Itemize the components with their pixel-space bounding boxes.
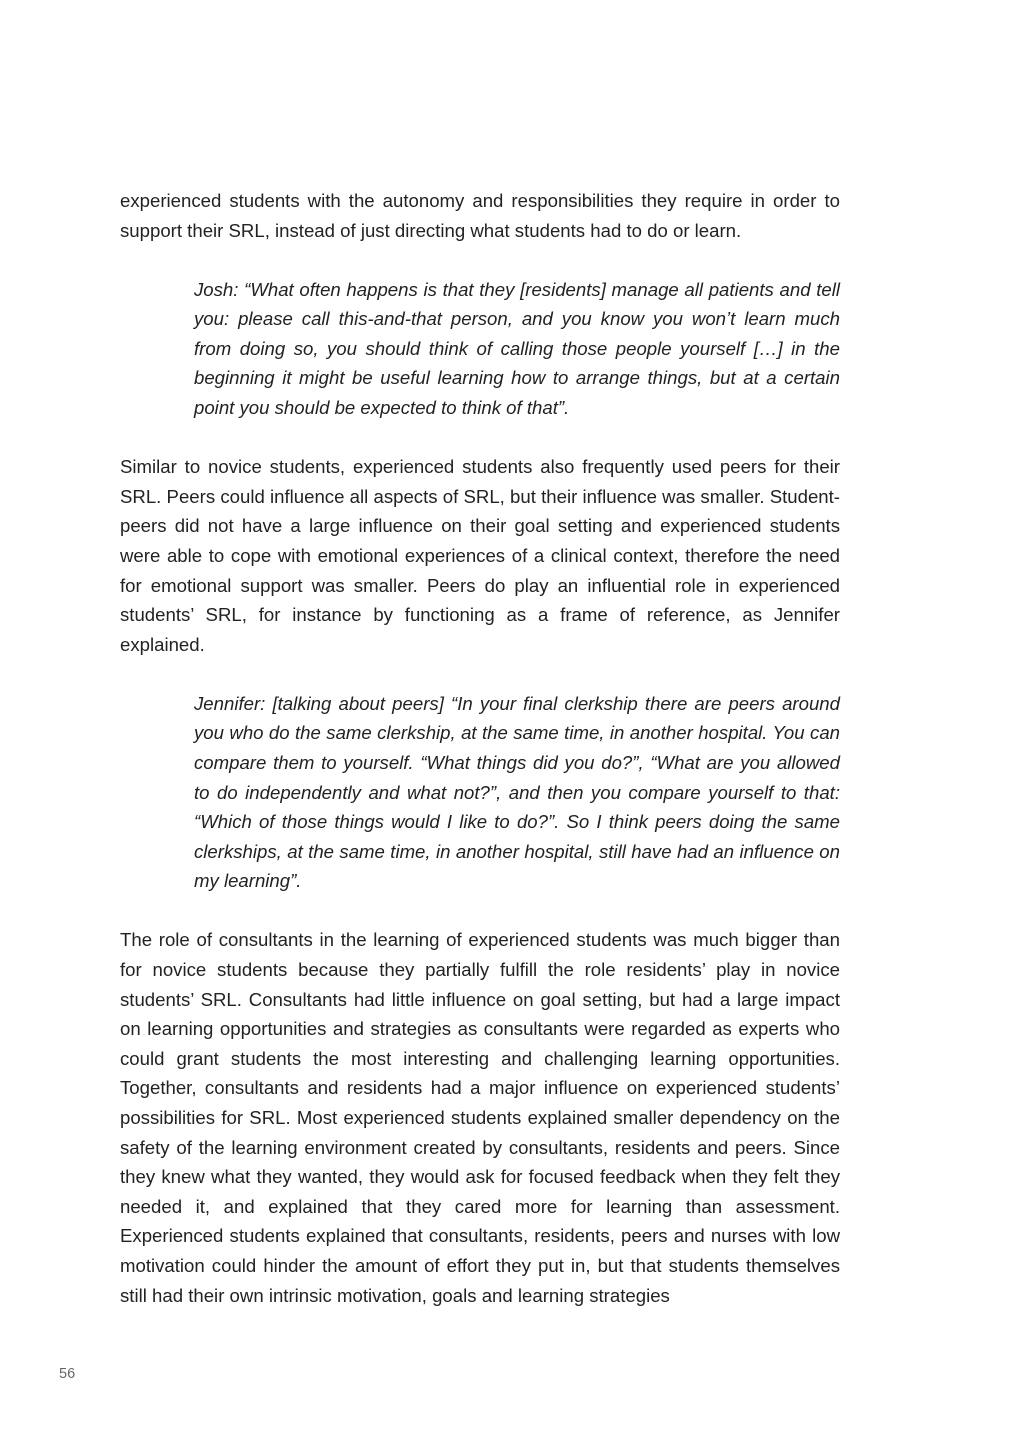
paragraph-2: Similar to novice students, experienced students also frequently used peers for their SRL. Peers could influence all aspects of SRL, but their influence was smaller. Student-peers did not have a large influence on their goal setting and experienced students were able to cope with emotional experiences of a clinical context, therefore the need for emotional support was smaller. Peers do play an influential role in experienced students’ SRL, for instance by functioning as a frame of reference, as Jennifer explained. bbox=[120, 456, 840, 655]
paragraph-1: experienced students with the autonomy and responsibilities they require in order to support their SRL, instead of just directing what students had to do or learn. bbox=[120, 190, 840, 241]
quote-josh: Josh: “What often happens is that they [residents] manage all patients and tell you: please call this-and-that person, and you know you won’t learn much from doing so, you should think of calling those people yourself […] in the beginning it might be useful learning how to arrange things, but at a certain point you should be expected to think of that”. bbox=[194, 278, 840, 419]
paragraph-3: The role of consultants in the learning of experienced students was much bigger than for novice students because they partially fulfill the role residents’ play in novice students’ SRL. Consultants had little influence on goal setting, but had a large impact on learning opportunities and strategies as consultants were regarded as experts who could grant students the most interesting and challenging learning opportunities. Together, consultants and residents had a major influence on experienced students’ possibilities for SRL. Most experienced students explained smaller dependency on the safety of the learning environment created by consultants, residents and peers. Since they knew what they wanted, they would ask for focused feedback when they felt they needed it, and explained that they cared more for learning than assessment. Experienced students explained that consultants, residents, peers and nurses with low motivation could hinder the amount of effort they put in, but that students themselves still had their own intrinsic motivation, goals and learning strategies bbox=[120, 929, 840, 1306]
quote-jennifer: Jennifer: [talking about peers] “In your final clerkship there are peers around you who do the same clerkship, at the same time, in another hospital. You can compare them to yourself. “What things did you do?”, “What are you allowed to do independently and what not?”, and then you compare yourself to that: “Which of those things would I like to do?”. So I think peers doing the same clerkships, at the same time, in another hospital, still have had an influence on my learning”. bbox=[194, 692, 840, 892]
body-text bbox=[120, 186, 840, 1310]
page-number: 56 bbox=[59, 1366, 76, 1382]
